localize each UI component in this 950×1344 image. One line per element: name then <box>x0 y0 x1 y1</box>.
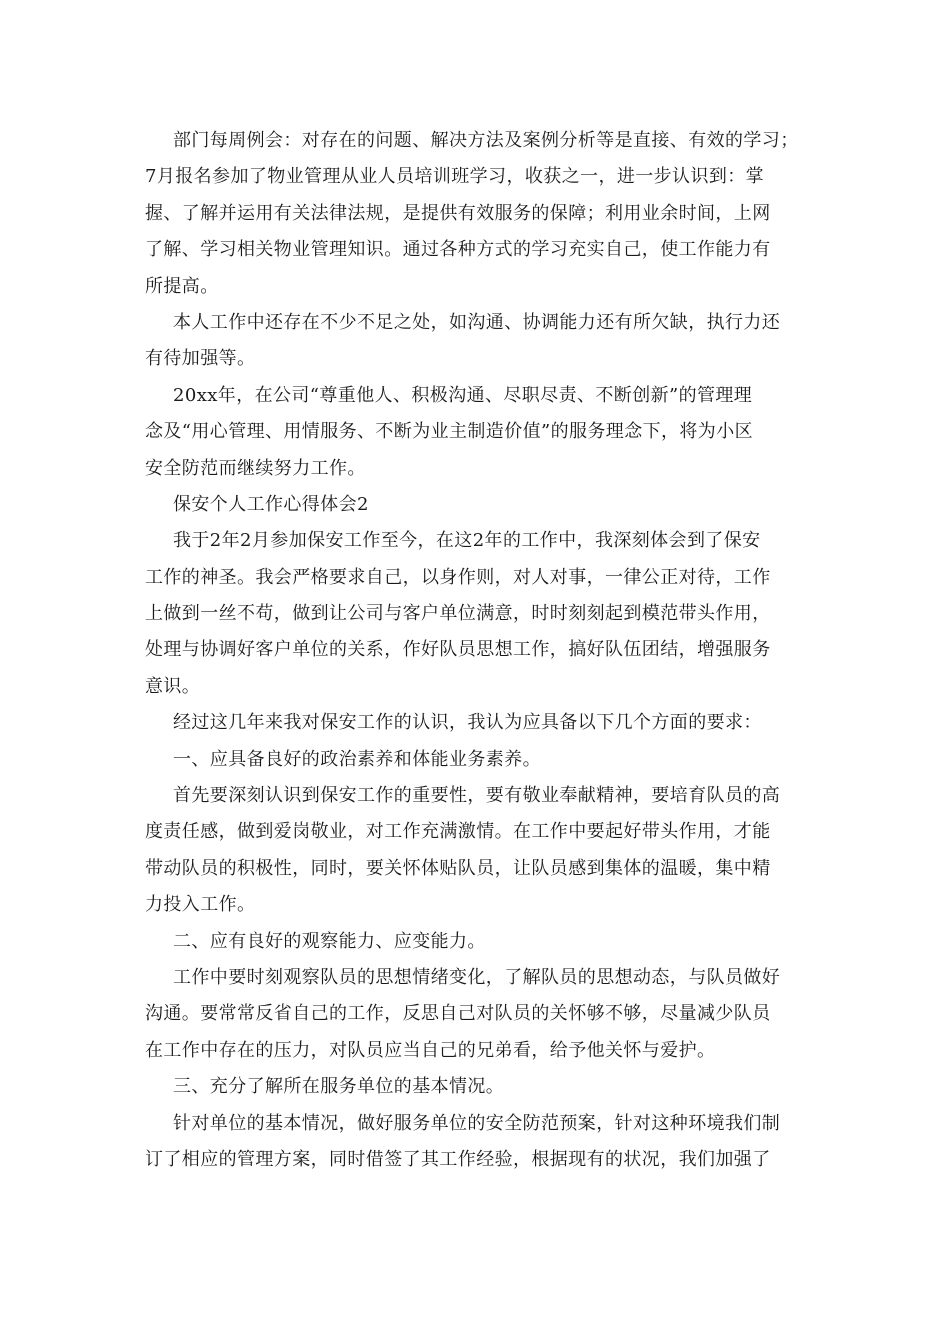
text-line: 首先要深刻认识到保安工作的重要性，要有敬业奉献精神，要培育队员的高 <box>173 785 781 807</box>
text-line: 力投入工作。 <box>145 894 256 916</box>
text-line: 7月报名参加了物业管理从业人员培训班学习，收获之一，进一步认识到：掌 <box>145 166 765 188</box>
text-line: 念及“用心管理、用情服务、不断为业主制造价值”的服务理念下，将为小区 <box>145 421 754 443</box>
text-line: 所提高。 <box>145 275 219 297</box>
document-body <box>145 123 813 1178</box>
text-line: 上做到一丝不苟，做到让公司与客户单位满意，时时刻刻起到模范带头作用， <box>145 603 771 625</box>
text-line: 度责任感，做到爱岗敬业，对工作充满激情。在工作中要起好带头作用，才能 <box>145 821 771 843</box>
text-line: 订了相应的管理方案，同时借签了其工作经验，根据现有的状况，我们加强了 <box>145 1148 771 1170</box>
text-line: 经过这几年来我对保安工作的认识，我认为应具备以下几个方面的要求： <box>173 712 762 734</box>
text-line: 带动队员的积极性，同时，要关怀体贴队员，让队员感到集体的温暖，集中精 <box>145 857 771 879</box>
text-line: 工作中要时刻观察队员的思想情绪变化，了解队员的思想动态，与队员做好 <box>173 966 781 988</box>
text-line: 20xx年，在公司“尊重他人、积极沟通、尽职尽责、不断创新”的管理理 <box>173 384 753 406</box>
text-line: 一、应具备良好的政治素养和体能业务素养。 <box>173 748 541 770</box>
text-line: 三、充分了解所在服务单位的基本情况。 <box>173 1076 505 1098</box>
text-line: 针对单位的基本情况，做好服务单位的安全防范预案，针对这种环境我们制 <box>173 1112 781 1134</box>
text-line: 有待加强等。 <box>145 348 256 370</box>
text-line: 保安个人工作心得体会2 <box>173 493 369 515</box>
text-line: 意识。 <box>145 675 201 697</box>
text-line: 我于2年2月参加保安工作至今，在这2年的工作中，我深刻体会到了保安 <box>173 530 761 552</box>
text-line: 安全防范而继续努力工作。 <box>145 457 366 479</box>
text-line: 二、应有良好的观察能力、应变能力。 <box>173 930 486 952</box>
text-line: 部门每周例会：对存在的问题、解决方法及案例分析等是直接、有效的学习； <box>173 130 799 151</box>
text-line: 处理与协调好客户单位的关系，作好队员思想工作，搞好队伍团结，增强服务 <box>145 639 771 661</box>
text-line: 工作的神圣。我会严格要求自己，以身作则，对人对事，一律公正对待，工作 <box>145 566 771 588</box>
text-line: 沟通。要常常反省自己的工作，反思自己对队员的关怀够不够，尽量减少队员 <box>145 1003 771 1025</box>
text-line: 握、了解并运用有关法律法规，是提供有效服务的保障；利用业余时间，上网 <box>145 202 771 224</box>
text-line: 本人工作中还存在不少不足之处，如沟通、协调能力还有所欠缺，执行力还 <box>173 311 781 333</box>
text-line: 在工作中存在的压力，对队员应当自己的兄弟看，给予他关怀与爱护。 <box>145 1039 716 1061</box>
text-line: 了解、学习相关物业管理知识。通过各种方式的学习充实自己，使工作能力有 <box>145 239 771 261</box>
